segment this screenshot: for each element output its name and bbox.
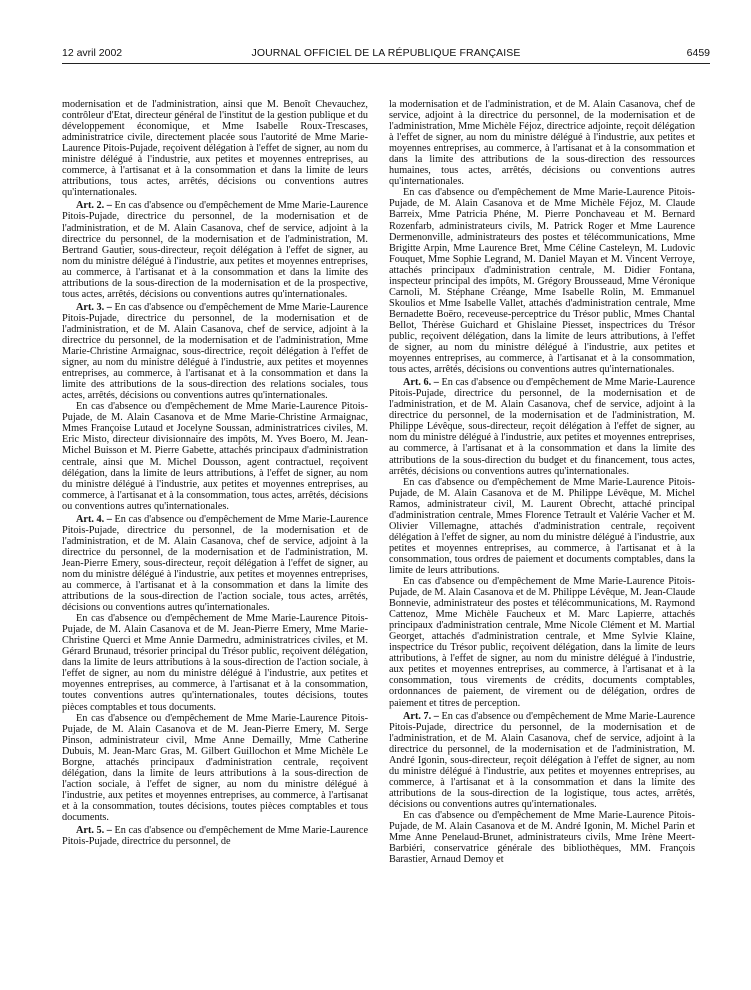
header-rule	[62, 63, 710, 64]
paragraph-text: En cas d'absence ou d'empêchement de Mme Marie-Laurence Pitois-Pujade, de M. Alain Casanova et de M. André Igonin, M. Michel Parin et Mme Anne Penelaud-Brunet, administrateurs civils, Mme Irène Meert-Barbiéri, conservatrice générale des bibliothèques, MM. François Barastier, Arnaud Demoy et	[389, 810, 695, 866]
paragraph-text: la modernisation et de l'administration, et de M. Alain Casanova, chef de service, adjoint à la directrice du personnel, de la modernisation et de l'administration, Mme Michèle Féjoz, directrice adjointe, reçoit délégation à l'effet de signer, au nom du ministre délégué à l'industrie, aux petites et moyennes entreprises, au commerce, à l'artisanat et à la consommation et dans la limite des attributions de la sous-direction des ressources humaines, tous actes, arrêtés, décisions ou conventions autres qu'internationales.	[389, 99, 695, 188]
paragraph-text: En cas d'absence ou d'empêchement de Mme Marie-Laurence Pitois-Pujade, directrice du personnel, de la modernisation et de l'administration, et de M. Alain Casanova, chef de service, adjoint à la directrice du personnel, de la modernisation et de l'administration, M. André Igonin, sous-directeur, reçoit délégation à l'effet de signer, au nom du ministre délégué à l'industrie, aux petites et moyennes entreprises, au commerce, à l'artisanat et à la consommation et dans la limite des attributions de la sous-direction de la logistique, tous actes, arrêtés, décisions ou conventions autres qu'internationales.	[389, 710, 695, 810]
header-title: JOURNAL OFFICIEL DE LA RÉPUBLIQUE FRANÇAISE	[251, 47, 521, 59]
article-label: Art. 4. –	[76, 513, 112, 525]
article-paragraph	[62, 514, 368, 613]
paragraph-text: En cas d'absence ou d'empêchement de Mme Marie-Laurence Pitois-Pujade, de M. Alain Casanova et de Mme Michèle Féjoz, M. Claude Barreix, Mme Patricia Phéne, M. Pierre Ponchaveau et M. Bernard Rozenfarb, administrateurs civils, M. Patrick Roger et Mme Laurence Dermenonville, administrateurs des postes et télécommunications, Mme Brigitte Arpin, Mme Laurence Bret, Mme Céline Casteleyn, M. Ludovic Fouquet, Mme Sophie Legrand, M. Daniel Mayan et M. Vincent Verroye, attachés principaux d'administration centrale, M. Didier Fontana, inspecteur principal des impôts, M. Grégory Brousseaud, Mme Véronique Carnoli, M. Stéphane Créange, Mme Isabelle Rolin, M. Emmanuel Skoulios et Mme Isabelle Vallet, attachés d'administration centrale, Mme Bernadette Boëro, receveuse-perceptrice du Trésor public, Mmes Chantal Bellot, Thérèse Guichard et Ghislaine Piesset, inspectrices du Trésor public, reçoivent délégation, dans la limite de leurs attributions, à l'effet de signer, au nom du ministre délégué à l'industrie, aux petites et moyennes entreprises, au commerce, à l'artisanat et à la consommation, tous actes, arrêtés, décisions ou conventions autres qu'internationales.	[389, 187, 695, 376]
paragraph-text: En cas d'absence ou d'empêchement de Mme Marie-Laurence Pitois-Pujade, de M. Alain Casanova et de M. Jean-Pierre Emery, Mme Marie-Christine Querci et Mme Annie Darmedru, administratrices civiles, et M. Gérard Brunaud, trésorier principal du Trésor public, reçoivent délégation, dans la limite de leurs attributions à la sous-direction de l'action sociale, à l'effet de signer, au nom du ministre délégué à l'industrie, aux petites et moyennes entreprises, au commerce, à l'artisanat et à la consommation, toutes conventions autres qu'internationales, toutes décisions, toutes pièces comptables et tous documents.	[62, 613, 368, 713]
paragraph-text: En cas d'absence ou d'empêchement de Mme Marie-Laurence Pitois-Pujade, de M. Alain Casanova et de M. Philippe Lévêque, M. Michel Ramos, administrateur civil, M. Laurent Obrecht, attaché principal d'administration centrale, Mmes Florence Tetrault et Valérie Vacher et M. Olivier Villemagne, attachés d'administration centrale, reçoivent délégation à l'effet de signer, au nom du ministre délégué à l'industrie, aux petites et moyennes entreprises, au commerce, à l'artisanat et à la consommation, tous ordres de paiement et documents comptables, dans la limite de leurs attributions.	[389, 476, 695, 576]
body-paragraph	[389, 576, 695, 709]
left-column	[62, 99, 368, 979]
article-paragraph	[62, 200, 368, 299]
article-paragraph	[389, 377, 695, 476]
paragraph-text: En cas d'absence ou d'empêchement de Mme Marie-Laurence Pitois-Pujade, directrice du personnel, de la modernisation et de l'administration, et de M. Alain Casanova, chef de service, adjoint à la directrice du personnel, de la modernisation et de l'administration, Mme Marie-Christine Armaignac, sous-directrice, reçoit délégation à l'effet de signer, au nom du ministre délégué à l'industrie, aux petites et moyennes entreprises, au commerce, à l'artisanat et à la consommation et dans la limite des attributions de la sous-direction des relations sociales, tous actes, arrêtés, décisions ou conventions autres qu'internationales.	[62, 301, 368, 402]
article-label: Art. 7. –	[403, 710, 439, 722]
paragraph-text: En cas d'absence ou d'empêchement de Mme Marie-Laurence Pitois-Pujade, directrice du personnel, de la modernisation et de l'administration, et de M. Alain Casanova, chef de service, adjoint à la directrice du personnel, de la modernisation et de l'administration, M. Jean-Pierre Emery, sous-directeur, reçoit délégation à l'effet de signer, au nom du ministre délégué à l'industrie, aux petites et moyennes entreprises, au commerce, à l'artisanat et à la consommation et dans la limite des attributions de la sous-direction de l'action sociale, tous actes, arrêtés, décisions ou conventions autres qu'internationales.	[62, 513, 368, 614]
right-column	[389, 99, 695, 979]
body-paragraph	[389, 99, 695, 187]
body-paragraph	[62, 401, 368, 511]
paragraph-text: En cas d'absence ou d'empêchement de Mme Marie-Laurence Pitois-Pujade, de M. Alain Casanova et de M. Philippe Lévêque, M. Jean-Claude Bonnevie, administrateur des postes et télécommunications, M. Raymond Cattenoz, Mme Michèle Faucheux et M. Marc Lapierre, attachés principaux d'administration centrale, Mme Nicole Clément et M. Martial Georget, attachés d'administration centrale, et Mme Sylvie Klaine, inspectrice du Trésor public, reçoivent délégation, dans la limite de leurs attributions, à l'effet de signer, au nom du ministre délégué à l'industrie, aux petites et moyennes entreprises, au commerce, à l'artisanat et à la consommation, tous virements de crédits, documents comptables, ordonnances de paiement, de virement ou de délégation, ordres de paiement et titres de perception.	[389, 576, 695, 709]
page-header	[62, 47, 710, 63]
body-paragraph	[389, 187, 695, 375]
paragraph-text: modernisation et de l'administration, ainsi que M. Benoît Chevauchez, contrôleur d'Etat, directeur général de l'institut de la gestion publique et du développement économique, et Mme Isabelle Roux-Trescases, administratrice civile, directement placée sous l'autorité de Mme Marie-Laurence Pitois-Pujade, reçoivent délégation à l'effet de signer, au nom du ministre délégué à l'industrie, aux petites et moyennes entreprises, au commerce, à l'artisanat et à la consommation et dans la limite de leurs attributions, tous actes, arrêtés, décisions ou conventions autres qu'internationales.	[62, 99, 368, 199]
paragraph-text: En cas d'absence ou d'empêchement de Mme Marie-Laurence Pitois-Pujade, de M. Alain Casanova et de M. Jean-Pierre Emery, M. Serge Pinson, administrateur civil, Mme Anne Demailly, Mme Catherine Dubuis, M. Jean-Marc Gras, M. Gilbert Guillochon et Mme Michèle Le Borgne, attachés principaux d'administration centrale, reçoivent délégation, dans la limite de leurs attributions à la sous-direction de l'action sociale, à l'effet de signer, au nom du ministre délégué à l'industrie, aux petites et moyennes entreprises, au commerce, à l'artisanat et à la consommation, toutes décisions, toutes pièces comptables et tous documents.	[62, 712, 368, 823]
body-paragraph	[62, 613, 368, 712]
header-page-number: 6459	[686, 47, 710, 59]
paragraph-text: En cas d'absence ou d'empêchement de Mme Marie-Laurence Pitois-Pujade, directrice du personnel, de	[62, 825, 368, 848]
paragraph-text: En cas d'absence ou d'empêchement de Mme Marie-Laurence Pitois-Pujade, directrice du personnel, de la modernisation et de l'administration, et de M. Alain Casanova, chef de service, adjoint à la directrice du personnel, de la modernisation et de l'administration, M. Philippe Lévêque, sous-directeur, reçoit délégation à l'effet de signer, au nom du ministre délégué à l'industrie, aux petites et moyennes entreprises, au commerce, à l'artisanat et à la consommation et dans la limite des attributions de la sous-direction du budget et du financement, tous actes, arrêtés, décisions ou conventions autres qu'internationales.	[389, 377, 695, 477]
paragraph-text: En cas d'absence ou d'empêchement de Mme Marie-Laurence Pitois-Pujade, directrice du personnel, de la modernisation et de l'administration, et de M. Alain Casanova, chef de service, adjoint à la directrice du personnel, de la modernisation et de l'administration, M. Bertrand Gautier, sous-directeur, reçoit délégation à l'effet de signer, au nom du ministre délégué à l'industrie, aux petites et moyennes entreprises, au commerce, à l'artisanat et à la consommation et dans la limite des attributions de la sous-direction de la modernisation et de la prospective, tous actes, arrêtés, décisions ou conventions autres qu'internationales.	[62, 200, 368, 300]
body-paragraph	[389, 810, 695, 865]
article-label: Art. 2. –	[76, 200, 112, 212]
paragraph-text: En cas d'absence ou d'empêchement de Mme Marie-Laurence Pitois-Pujade, de M. Alain Casanova et de Mme Marie-Christine Armaignac, Mmes Françoise Lutaud et Jocelyne Soussan, administratrices civiles, M. Eric Misto, directeur divisionnaire des impôts, M. Yves Boero, M. Jean-Michel Buisson et M. Pierre Gabette, attachés principaux d'administration centrale, ainsi que M. Michel Dousson, agent contractuel, reçoivent délégation, dans la limite de leurs attributions, à l'effet de signer, au nom du ministre délégué à l'industrie, aux petites et moyennes entreprises, au commerce, à l'artisanat et à la consommation, tous actes, arrêtés, décisions ou conventions autres qu'internationales.	[62, 401, 368, 512]
article-label: Art. 5. –	[76, 825, 112, 837]
body-paragraph	[62, 99, 368, 198]
article-paragraph	[62, 825, 368, 847]
article-paragraph	[62, 302, 368, 401]
article-paragraph	[389, 711, 695, 810]
body-paragraph	[62, 713, 368, 823]
article-label: Art. 6. –	[403, 377, 439, 389]
article-label: Art. 3. –	[76, 301, 112, 313]
body-paragraph	[389, 477, 695, 576]
header-date: 12 avril 2002	[62, 47, 123, 59]
